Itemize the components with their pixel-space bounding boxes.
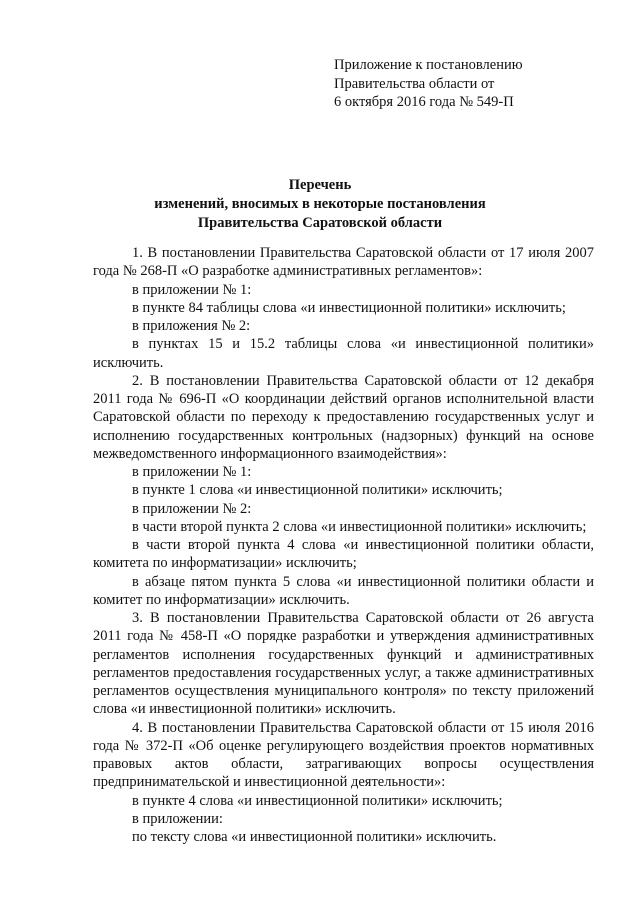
paragraph: по тексту слова «и инвестиционной политики» исключить.: [132, 829, 497, 845]
approval-header: [334, 56, 523, 112]
header-line-1: Приложение к постановлению: [334, 57, 523, 73]
paragraph: в пункте 84 таблицы слова «и инвестиционной политики» исключить;: [132, 299, 566, 316]
paragraph: 3. В постановлении Правительства Саратовской области от 26 августа 2011 года № 458-П «О порядке разработки и утверждения административных регламентов исполнения государственных функций и административных регламентов предоставления государственных услуг, а также административных регламентов осуществления муниципального контроля» по тексту приложений слова «и инвестиционной политики» исключить.: [93, 610, 594, 718]
header-line-3: 6 октября 2016 года № 549-П: [334, 94, 514, 110]
title-line-3: Правительства Саратовской области: [197, 215, 443, 231]
document-title: [0, 176, 640, 233]
paragraph: 2. В постановлении Правительства Саратовской области от 12 декабря 2011 года № 696-П «О координации действий органов исполнительной власти Саратовской области по переходу к предоставлению государственных услуг и исполнению государственных контрольных (надзорных) функций на основе межведомственного информационного взаимодействия»:: [93, 372, 594, 462]
title-line-1: Перечень: [288, 177, 352, 193]
paragraph: в пункте 4 слова «и инвестиционной политики» исключить;: [132, 792, 503, 809]
paragraph: в приложении № 2:: [132, 500, 252, 517]
paragraph: в приложении № 1:: [132, 464, 252, 480]
paragraph: в части второй пункта 2 слова «и инвестиционной политики» исключить;: [132, 518, 587, 535]
paragraph: 4. В постановлении Правительства Саратовской области от 15 июля 2016 года № 372-П «Об оценке регулирующего воздействия проектов нормативных правовых актов области, затрагивающих вопросы осуществления предпринимательской и инвестиционной деятельности»:: [93, 719, 594, 791]
paragraph: в приложения № 2:: [132, 318, 251, 334]
paragraph: в приложении:: [132, 810, 223, 827]
paragraph: в абзаце пятом пункта 5 слова «и инвестиционной политики области и комитет по информатизации» исключить.: [93, 573, 594, 608]
paragraph: в приложении № 1:: [132, 281, 252, 298]
paragraph: 1. В постановлении Правительства Саратовской области от 17 июля 2007 года № 268-П «О разработке административных регламентов»:: [93, 245, 594, 280]
header-line-2: Правительства области от: [334, 75, 495, 92]
paragraph: в пунктах 15 и 15.2 таблицы слова «и инвестиционной политики» исключить.: [93, 336, 594, 371]
document-body: [93, 244, 594, 846]
paragraph: в пункте 1 слова «и инвестиционной политики» исключить;: [132, 482, 503, 499]
title-line-2: изменений, вносимых в некоторые постановления: [154, 196, 486, 212]
paragraph: в части второй пункта 4 слова «и инвестиционной политики области, комитета по информатизации» исключить;: [93, 537, 594, 572]
